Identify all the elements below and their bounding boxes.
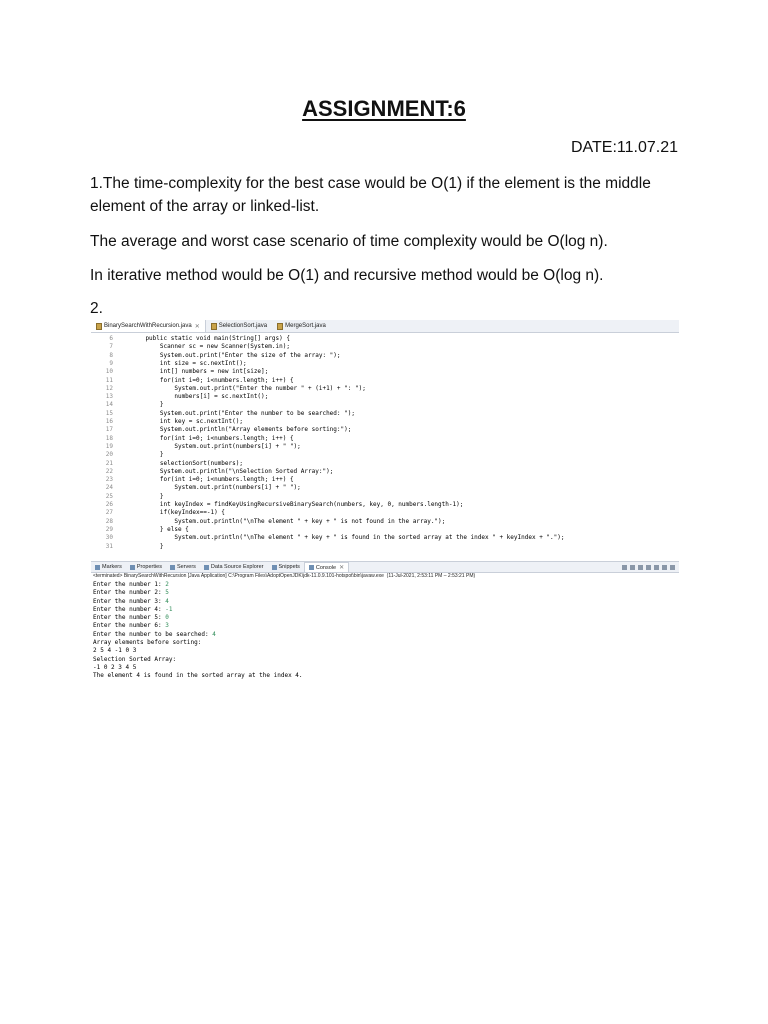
- line-number: 17: [105, 426, 113, 434]
- editor-tab-label: BinarySearchWithRecursion.java: [104, 323, 192, 329]
- code-text: if(keyIndex==-1) {: [131, 509, 225, 517]
- code-editor[interactable]: [91, 333, 679, 559]
- console-text: Enter the number 2:: [93, 589, 166, 597]
- tab-label: Markers: [102, 564, 122, 570]
- line-number: 27: [105, 509, 113, 517]
- code-line: [91, 543, 164, 551]
- pin-console-icon[interactable]: [654, 565, 659, 570]
- line-number: 10: [105, 368, 113, 376]
- tab-label: Console: [315, 564, 337, 571]
- console-line: [93, 631, 673, 639]
- line-number: 12: [105, 384, 113, 392]
- console-user-input: 5: [165, 589, 169, 597]
- code-text: System.out.println("\nSelection Sorted Array:");: [131, 467, 334, 475]
- code-text: Scanner sc = new Scanner(System.in);: [131, 343, 290, 351]
- console-text: Enter the number 3:: [93, 597, 166, 605]
- tab-markers[interactable]: [91, 564, 126, 570]
- code-line: [91, 460, 243, 468]
- minimize-icon[interactable]: [670, 565, 675, 570]
- line-number: 23: [105, 476, 113, 484]
- paragraph-best-case: 1.The time-complexity for the best case would be O(1) if the element is the middle element of the array or linked-list.: [90, 175, 651, 215]
- console-line: [93, 647, 673, 655]
- terminate-icon[interactable]: [622, 565, 627, 570]
- line-number: 28: [105, 517, 113, 525]
- line-number: 25: [105, 492, 113, 500]
- code-text: }: [131, 451, 164, 459]
- console-text: The element 4 is found in the sorted array at the index 4.: [93, 672, 303, 680]
- editor-tab-label: MergeSort.java: [285, 323, 326, 329]
- tab-label: Properties: [136, 564, 162, 570]
- data-source-icon: [204, 565, 209, 570]
- code-text: }: [131, 492, 164, 500]
- code-text: selectionSort(numbers);: [131, 459, 243, 467]
- code-text: System.out.println("\nThe element " + key + " is not found in the array.");: [131, 517, 446, 525]
- code-line: [91, 534, 564, 542]
- code-line: [91, 468, 333, 476]
- code-line: [91, 335, 290, 343]
- console-text: Enter the number 1:: [93, 581, 166, 588]
- code-text: }: [131, 401, 164, 409]
- code-line: [91, 526, 189, 534]
- code-text: numbers[i] = sc.nextInt();: [131, 393, 269, 401]
- code-text: } else {: [131, 525, 189, 533]
- line-number: 11: [105, 376, 113, 384]
- paragraph-space-complexity: In iterative method would be O(1) and recursive method would be O(log n).: [90, 267, 604, 284]
- remove-launch-icon[interactable]: [630, 565, 635, 570]
- line-number: 13: [105, 393, 113, 401]
- tab-label: Snippets: [278, 564, 300, 570]
- console-line: [93, 664, 673, 672]
- snippets-icon: [272, 565, 277, 570]
- line-number: 24: [105, 484, 113, 492]
- console-text: Enter the number to be searched:: [93, 630, 213, 638]
- code-text: }: [131, 542, 164, 550]
- code-line: [91, 418, 243, 426]
- console-output[interactable]: [93, 581, 673, 681]
- line-number: 20: [105, 451, 113, 459]
- console-line: [93, 581, 673, 589]
- servers-icon: [170, 565, 175, 570]
- ide-screenshot: [91, 320, 679, 690]
- editor-tab-mergesort[interactable]: [272, 320, 331, 332]
- line-number: 29: [105, 525, 113, 533]
- line-number: 31: [105, 542, 113, 550]
- code-text: System.out.println("\nThe element " + key + " is found in the sorted array at the index " + keyIndex + ".");: [131, 534, 565, 542]
- console-line: [93, 598, 673, 606]
- editor-tab-selectionsort[interactable]: [206, 320, 272, 332]
- code-line: [91, 501, 463, 509]
- line-number: 30: [105, 534, 113, 542]
- tab-data-source-explorer[interactable]: [200, 564, 268, 570]
- java-file-icon: [277, 323, 283, 330]
- console-user-input: 2: [165, 581, 169, 588]
- line-number: 21: [105, 459, 113, 467]
- console-user-input: 4: [165, 597, 169, 605]
- line-number: 9: [109, 359, 113, 367]
- code-text: System.out.println("Array elements before sorting:");: [131, 426, 352, 434]
- display-console-icon[interactable]: [662, 565, 667, 570]
- code-text: System.out.print(numbers[i] + " ");: [131, 442, 301, 450]
- line-number: 16: [105, 418, 113, 425]
- code-line: [91, 435, 294, 443]
- paragraph-question-2: 2.: [90, 300, 103, 317]
- console-text: 2 5 4 -1 0 3: [93, 647, 137, 655]
- line-number: 7: [109, 343, 113, 351]
- editor-tab-bar: [91, 320, 679, 333]
- console-status-line: <terminated> BinarySearchWithRecursion [Java Application] C:\Program Files\AdoptOpenJDK\jdk-11.0.9.101-hotspot\bin\javaw.exe (11-Jul-2021, 2:53:11 PM – 2:53:21 PM): [93, 573, 476, 579]
- console-user-input: 4: [212, 630, 216, 638]
- console-text: Enter the number 4:: [93, 605, 166, 613]
- console-line: [93, 589, 673, 597]
- code-line: [91, 426, 351, 434]
- tab-label: Servers: [176, 564, 196, 570]
- console-line: [93, 672, 673, 680]
- java-file-icon: [96, 323, 102, 330]
- console-toolbar: [622, 565, 679, 570]
- code-text: for(int i=0; i<numbers.length; i++) {: [131, 434, 294, 442]
- code-text: System.out.print("Enter the number to be searched: ");: [131, 409, 355, 417]
- line-number: 15: [105, 409, 113, 417]
- console-text: Enter the number 6:: [93, 622, 166, 630]
- code-line: [91, 509, 225, 517]
- code-line: [91, 401, 164, 409]
- code-line: [91, 343, 290, 351]
- document-title: ASSIGNMENT:6: [302, 96, 466, 121]
- code-text: public static void main(String[] args) {: [131, 335, 290, 342]
- document-date: DATE:11.07.21: [570, 139, 678, 156]
- code-text: for(int i=0; i<numbers.length; i++) {: [131, 376, 294, 384]
- java-file-icon: [211, 323, 217, 330]
- console-user-input: 3: [165, 622, 169, 630]
- console-line: [93, 639, 673, 647]
- code-line: [91, 493, 164, 501]
- close-icon[interactable]: ✕: [339, 565, 345, 571]
- console-text: Array elements before sorting:: [93, 639, 202, 647]
- tab-servers[interactable]: [166, 564, 200, 570]
- code-text: for(int i=0; i<numbers.length; i++) {: [131, 476, 294, 484]
- code-line: [91, 484, 301, 492]
- console-text: -1 0 2 3 4 5: [93, 663, 137, 671]
- line-number: 8: [109, 351, 113, 359]
- code-line: [91, 443, 301, 451]
- code-line: [91, 385, 366, 393]
- code-line: [91, 476, 294, 484]
- code-line: [91, 393, 268, 401]
- line-number: 22: [105, 467, 113, 475]
- editor-tab-label: SelectionSort.java: [218, 323, 268, 329]
- code-line: [91, 352, 341, 360]
- tab-properties[interactable]: [126, 564, 166, 570]
- tab-snippets[interactable]: [268, 564, 304, 570]
- console-line: [93, 614, 673, 622]
- line-number: 18: [105, 434, 113, 442]
- console-user-input: 0: [165, 614, 169, 622]
- code-text: System.out.print("Enter the number " + (i+1) + ": ");: [131, 384, 366, 392]
- code-text: System.out.print(numbers[i] + " ");: [131, 484, 301, 492]
- console-line: [93, 622, 673, 630]
- code-text: int size = sc.nextInt();: [131, 359, 247, 367]
- scroll-lock-icon[interactable]: [646, 565, 651, 570]
- console-text: Selection Sorted Array:: [93, 655, 177, 663]
- code-text: int[] numbers = new int[size];: [131, 368, 269, 376]
- code-text: System.out.print("Enter the size of the array: ");: [131, 351, 341, 359]
- line-number: 26: [105, 501, 113, 508]
- console-user-input: -1: [165, 605, 173, 613]
- code-text: int key = sc.nextInt();: [131, 418, 243, 425]
- paragraph-average-worst-case: The average and worst case scenario of time complexity would be O(log n).: [90, 233, 608, 250]
- console-icon: [309, 565, 314, 570]
- console-line: [93, 606, 673, 614]
- code-line: [91, 451, 164, 459]
- markers-icon: [95, 565, 100, 570]
- console-line: [93, 656, 673, 664]
- code-text: int keyIndex = findKeyUsingRecursiveBinarySearch(numbers, key, 0, numbers.length-1);: [131, 501, 464, 508]
- code-line: [91, 360, 247, 368]
- code-line: [91, 410, 355, 418]
- line-number: 19: [105, 442, 113, 450]
- line-number: 6: [109, 335, 113, 342]
- console-text: Enter the number 5:: [93, 614, 166, 622]
- editor-tab-binarysearch[interactable]: [91, 320, 206, 332]
- remove-all-icon[interactable]: [638, 565, 643, 570]
- code-line: [91, 368, 268, 376]
- tab-label: Data Source Explorer: [210, 564, 264, 570]
- line-number: 14: [105, 401, 113, 409]
- code-line: [91, 377, 294, 385]
- properties-icon: [130, 565, 135, 570]
- tab-console[interactable]: [304, 562, 349, 572]
- code-line: [91, 518, 445, 526]
- close-icon[interactable]: ✕: [194, 323, 200, 330]
